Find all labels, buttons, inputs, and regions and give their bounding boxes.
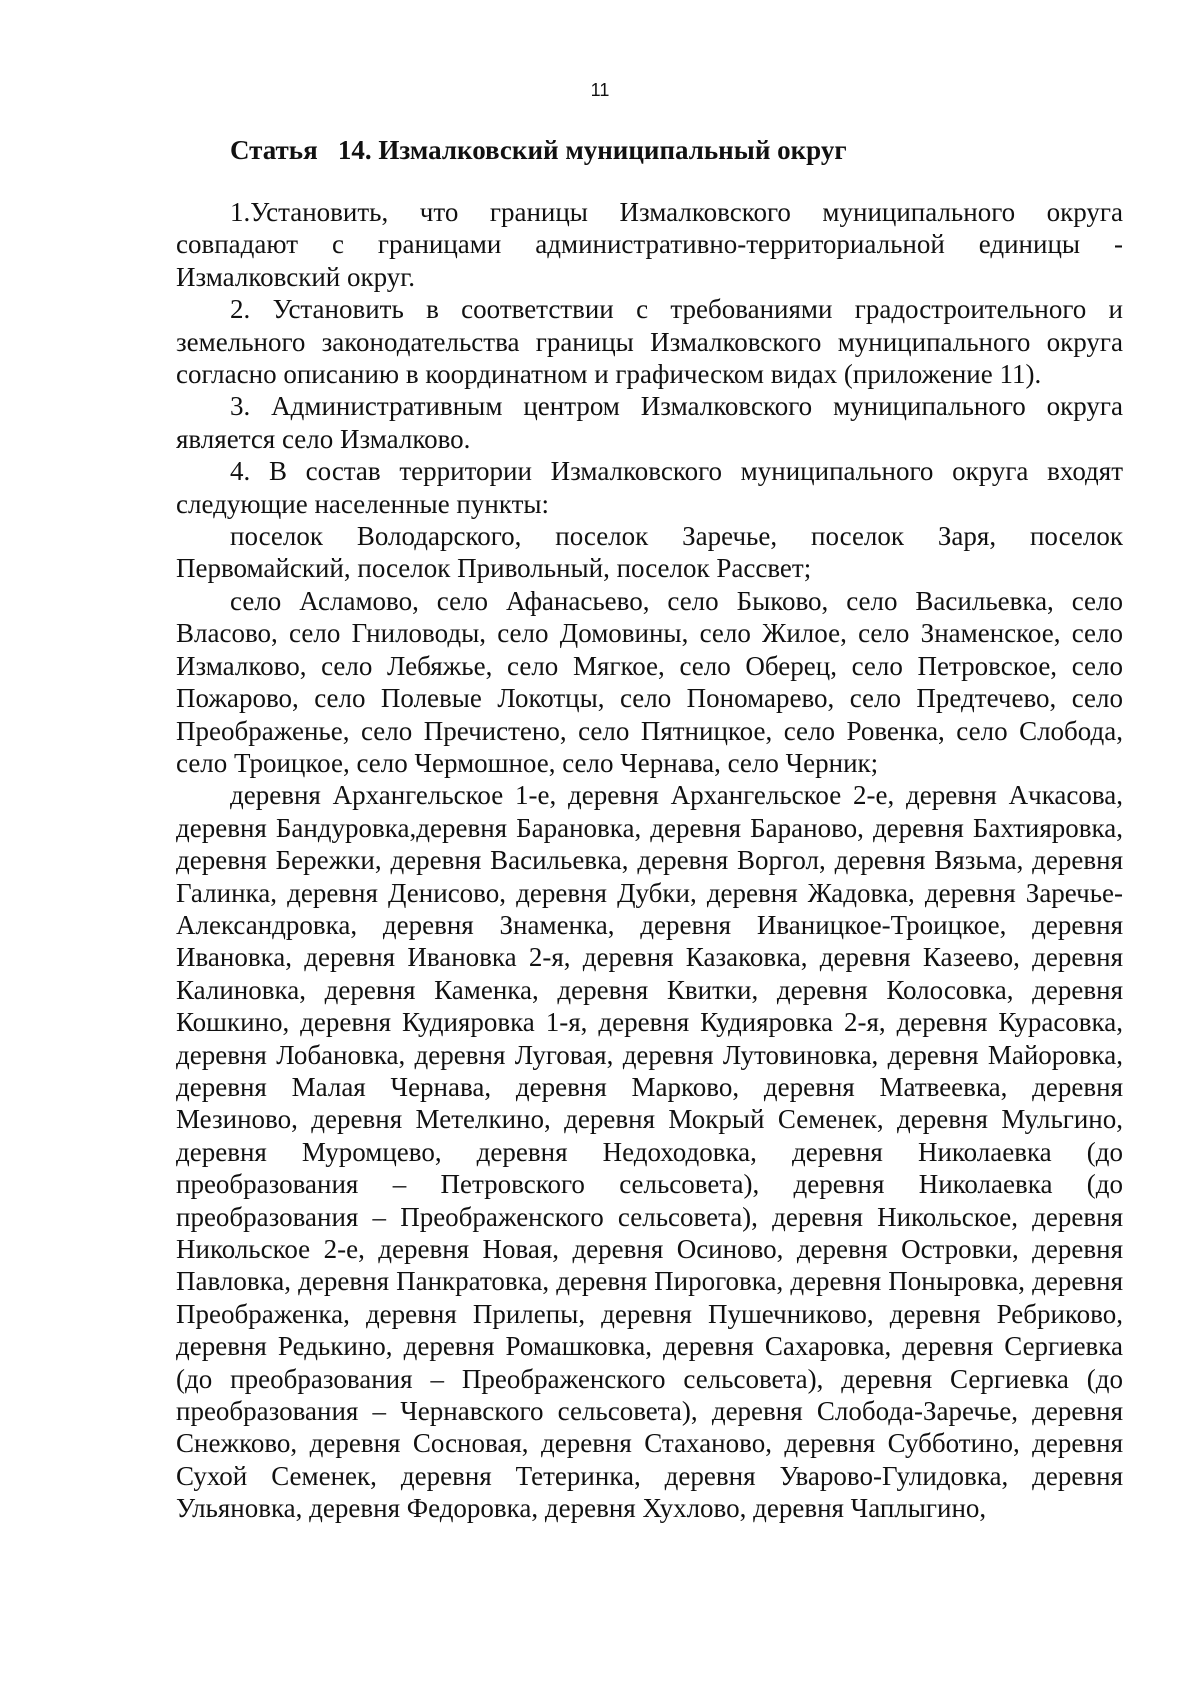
article-title: Статья 14. Измалковский муниципальный округ	[230, 135, 847, 165]
paragraph-4-settlements-intro: 4. В состав территории Измалковского муниципального округа входят следующие населенные пункты:	[176, 456, 1123, 519]
page-number: 11	[590, 80, 610, 100]
article-body	[176, 196, 1123, 1525]
settlement-list-sela: село Асламово, село Афанасьево, село Быково, село Васильевка, село Власово, село Гниловоды, село Домовины, село Жилое, село Знаменское, село Измалково, село Лебяжье, село Мягкое, село Оберец, село Петровское, село Пожарово, село Полевые Локотцы, село Пономарево, село Предтечево, село Преображенье, село Пречистено, село Пятницкое, село Ровенка, село Слобода, село Троицкое, село Чермошное, село Чернава, село Черник;	[176, 585, 1123, 778]
settlement-list-poselki: поселок Володарского, поселок Заречье, поселок Заря, поселок Первомайский, поселок Привольный, поселок Рассвет;	[176, 521, 1123, 584]
paragraph-2-boundaries-description: 2. Установить в соответствии с требованиями градостроительного и земельного законодательства границы Измалковского муниципального округа согласно описанию в координатном и графическом видах (приложение 11).	[176, 294, 1123, 390]
settlement-list-derevni: деревня Архангельское 1-е, деревня Архангельское 2-е, деревня Ачкасова, деревня Бандуровка,деревня Барановка, деревня Бараново, деревня Бахтияровка, деревня Бережки, деревня Васильевка, деревня Воргол, деревня Вязьма, деревня Галинка, деревня Денисово, деревня Дубки, деревня Жадовка, деревня Заречье-Александровка, деревня Знаменка, деревня Иваницкое-Троицкое, деревня Ивановка, деревня Ивановка 2-я, деревня Казаковка, деревня Казеево, деревня Калиновка, деревня Каменка, деревня Квитки, деревня Колосовка, деревня Кошкино, деревня Кудияровка 1-я, деревня Кудияровка 2-я, деревня Курасовка, деревня Лобановка, деревня Луговая, деревня Лутовиновка, деревня Майоровка, деревня Малая Чернава, деревня Марково, деревня Матвеевка, деревня Мезиново, деревня Метелкино, деревня Мокрый Семенек, деревня Мульгино, деревня Муромцево, деревня Недоходовка, деревня Николаевка (до преобразования – Петровского сельсовета), деревня Николаевка (до преобразования – Преображенского сельсовета), деревня Никольское, деревня Никольское 2-е, деревня Новая, деревня Осиново, деревня Островки, деревня Павловка, деревня Панкратовка, деревня Пироговка, деревня Поныровка, деревня Преображенка, деревня Прилепы, деревня Пушечниково, деревня Ребриково, деревня Редькино, деревня Ромашковка, деревня Сахаровка, деревня Сергиевка (до преобразования – Преображенского сельсовета), деревня Сергиевка (до преобразования – Чернавского сельсовета), деревня Слобода-Заречье, деревня Снежково, деревня Сосновая, деревня Стаханово, деревня Субботино, деревня Сухой Семенек, деревня Тетеринка, деревня Уварово-Гулидовка, деревня Ульяновка, деревня Федоровка, деревня Хухлово, деревня Чаплыгино,	[176, 780, 1123, 1524]
paragraph-3-administrative-center: 3. Административным центром Измалковского муниципального округа является село Измалково.	[176, 391, 1123, 454]
paragraph-1-boundaries: 1.Установить, что границы Измалковского муниципального округа совпадают с границами административно-территориальной единицы - Измалковский округ.	[176, 197, 1123, 292]
